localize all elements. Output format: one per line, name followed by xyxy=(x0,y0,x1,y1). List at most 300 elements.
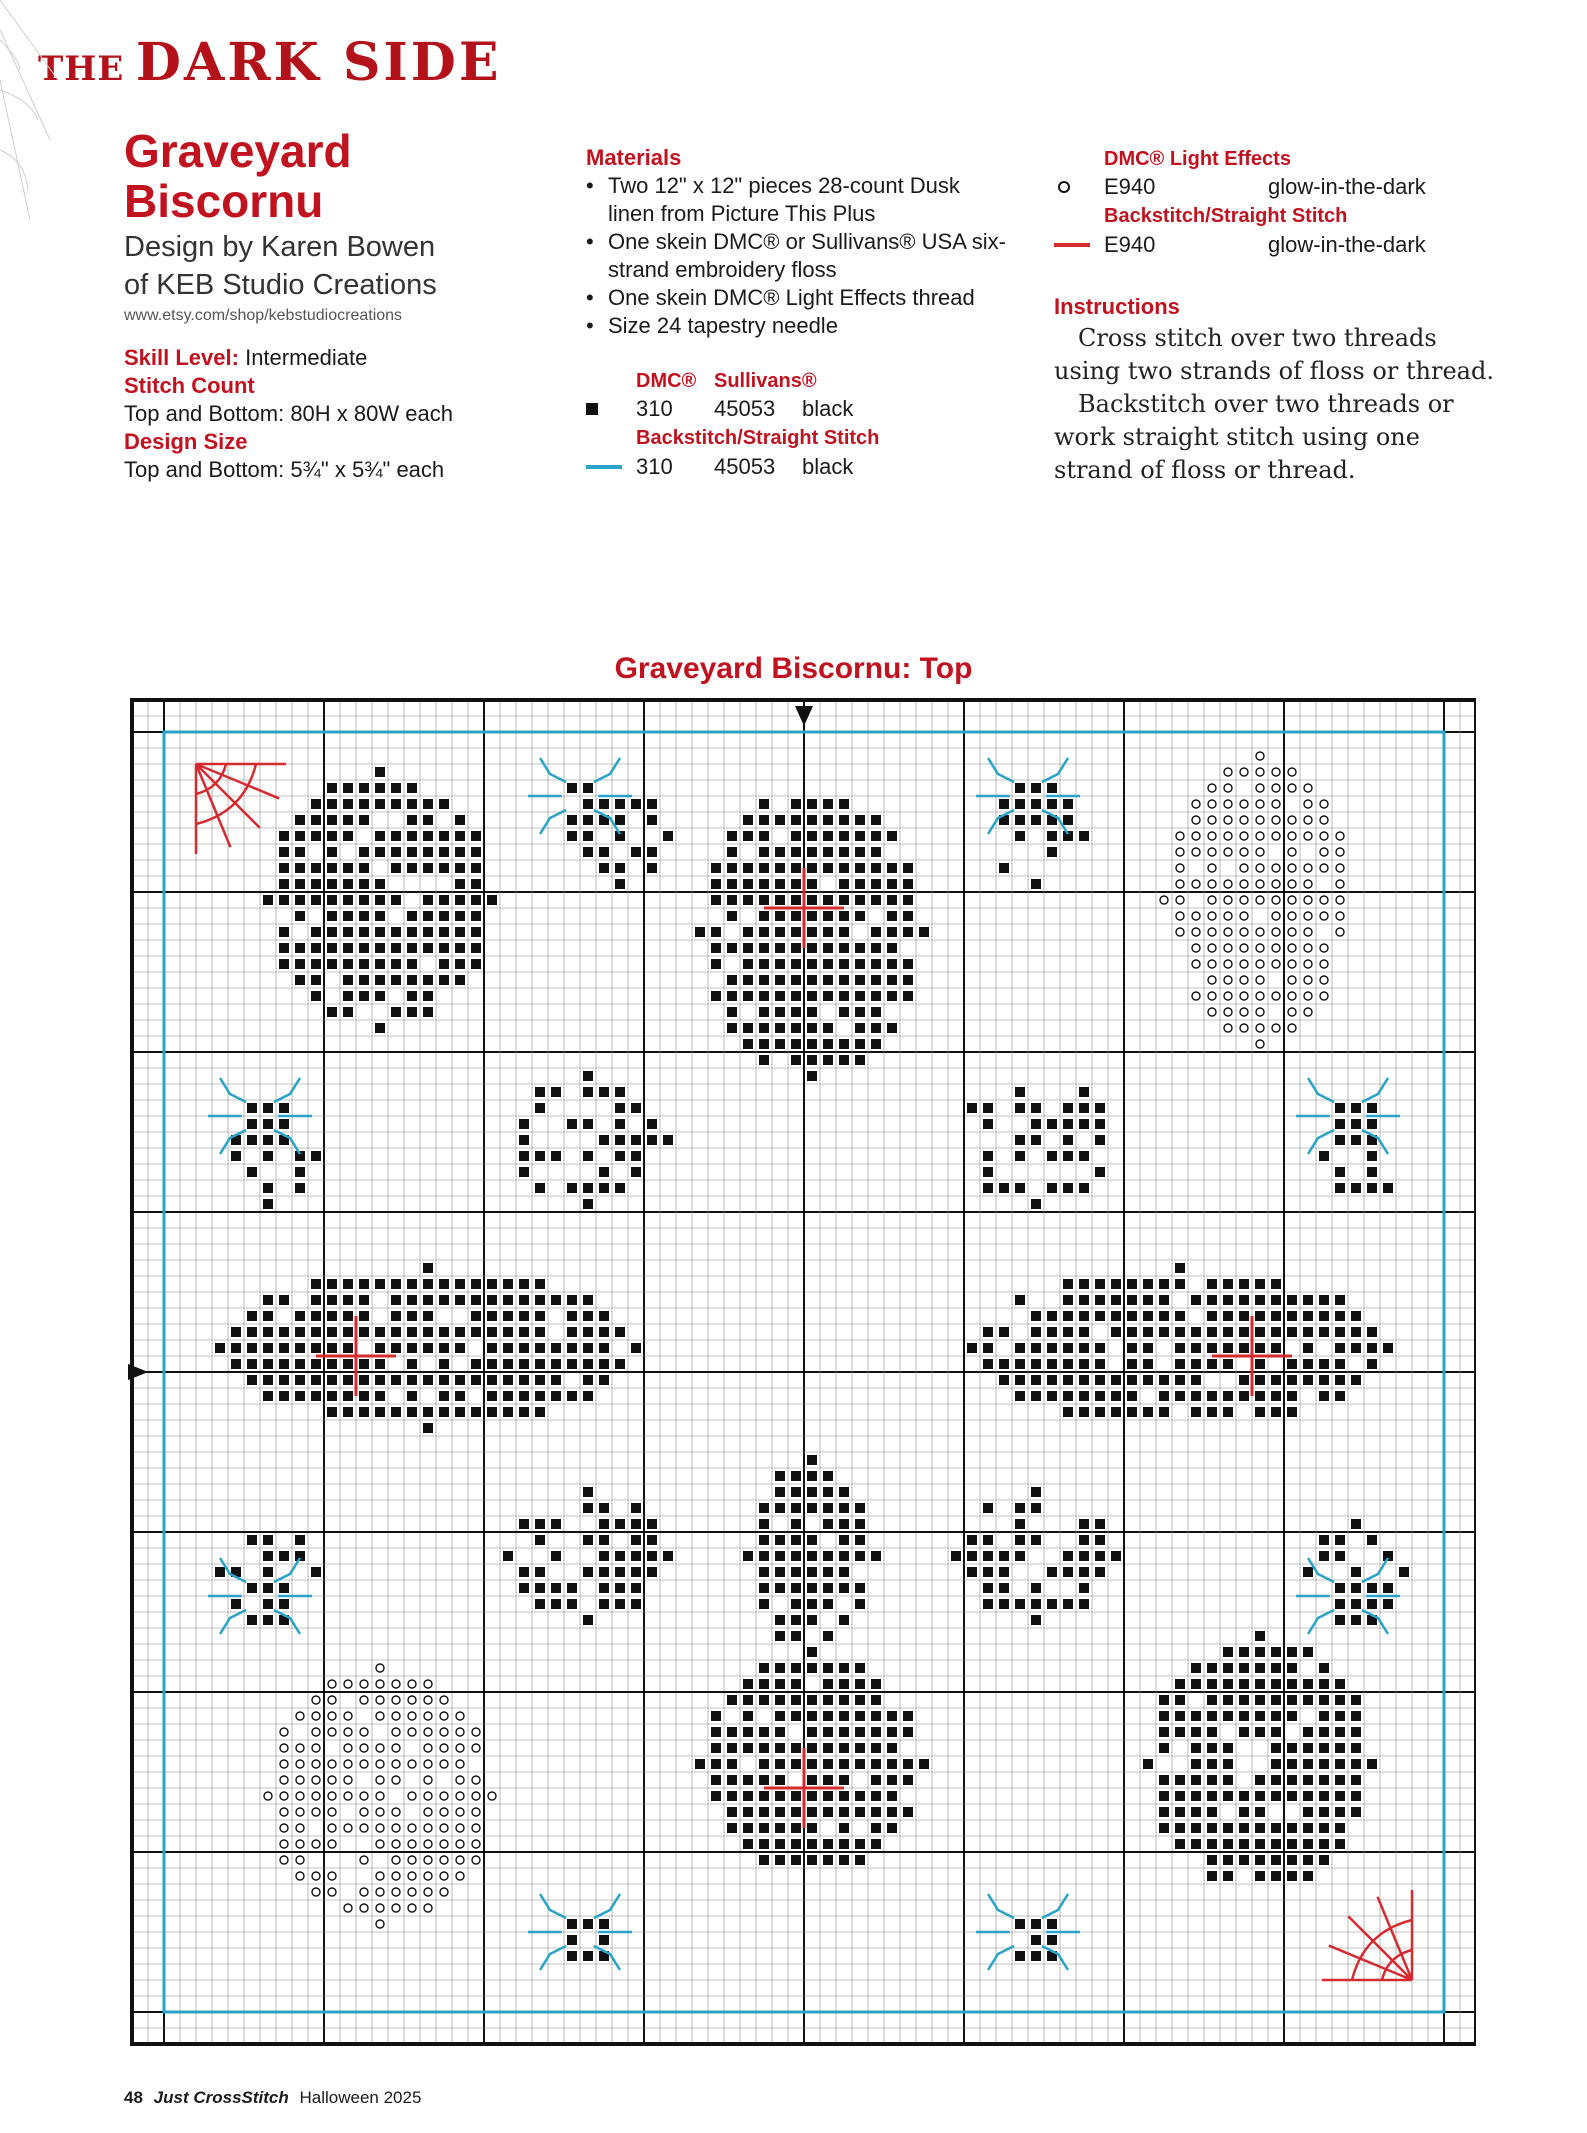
stitch-square xyxy=(1015,1599,1025,1609)
stitch-square xyxy=(423,1343,433,1353)
stitch-square xyxy=(471,1407,481,1417)
stitch-square xyxy=(551,1359,561,1369)
stitch-square xyxy=(1239,1375,1249,1385)
stitch-square xyxy=(583,1391,593,1401)
stitch-square xyxy=(775,1775,785,1785)
stitch-square xyxy=(455,1407,465,1417)
stitch-square xyxy=(455,1295,465,1305)
stitch-square xyxy=(999,1375,1009,1385)
stitch-square xyxy=(855,1551,865,1561)
stitch-square xyxy=(423,1423,433,1433)
stitch-square xyxy=(775,1535,785,1545)
stitch-square xyxy=(839,943,849,953)
stitch-square xyxy=(1047,1151,1057,1161)
stitch-square xyxy=(1335,1791,1345,1801)
stitch-square xyxy=(727,879,737,889)
stitch-square xyxy=(1015,1183,1025,1193)
stitch-square xyxy=(967,1567,977,1577)
stitch-square xyxy=(343,943,353,953)
stitch-square xyxy=(967,1103,977,1113)
stitch-square xyxy=(343,959,353,969)
stitch-square xyxy=(1207,1791,1217,1801)
stitch-square xyxy=(439,911,449,921)
stitch-square xyxy=(615,1087,625,1097)
stitch-square xyxy=(1079,1119,1089,1129)
stitch-square xyxy=(1335,1327,1345,1337)
stitch-square xyxy=(839,1567,849,1577)
stitch-square xyxy=(663,1135,673,1145)
stitch-square xyxy=(471,879,481,889)
stitch-square xyxy=(919,927,929,937)
stitch-square xyxy=(695,927,705,937)
stitch-square xyxy=(1335,1599,1345,1609)
stitch-square xyxy=(487,1359,497,1369)
stitch-square xyxy=(343,799,353,809)
stitch-square xyxy=(631,1135,641,1145)
stitch-square xyxy=(487,1391,497,1401)
stitch-square xyxy=(807,1455,817,1465)
stitch-square xyxy=(791,1839,801,1849)
stitch-square xyxy=(711,895,721,905)
stitch-square xyxy=(1159,1727,1169,1737)
stitch-square xyxy=(455,879,465,889)
stitch-square xyxy=(599,1375,609,1385)
stitch-square xyxy=(439,959,449,969)
stitch-square xyxy=(807,1823,817,1833)
stitch-square xyxy=(999,1359,1009,1369)
stitch-square xyxy=(711,1743,721,1753)
stitch-square xyxy=(391,895,401,905)
stitch-square xyxy=(631,1519,641,1529)
stitch-square xyxy=(327,911,337,921)
stitch-square xyxy=(1239,1679,1249,1689)
stitch-square xyxy=(503,1375,513,1385)
stitch-square xyxy=(1079,1599,1089,1609)
stitch-square xyxy=(775,1823,785,1833)
stitch-square xyxy=(407,1343,417,1353)
stitch-square xyxy=(1319,1759,1329,1769)
stitch-square xyxy=(855,879,865,889)
stitch-square xyxy=(487,1343,497,1353)
stitch-square xyxy=(455,1391,465,1401)
stitch-square xyxy=(727,975,737,985)
stitch-square xyxy=(391,975,401,985)
stitch-square xyxy=(727,831,737,841)
stitch-square xyxy=(1095,1279,1105,1289)
stitch-square xyxy=(743,943,753,953)
stitch-square xyxy=(775,1583,785,1593)
stitch-square xyxy=(647,1119,657,1129)
stitch-square xyxy=(775,1487,785,1497)
stitch-square xyxy=(343,1311,353,1321)
stitch-square xyxy=(391,783,401,793)
stitch-square xyxy=(247,1119,257,1129)
stitch-square xyxy=(1255,1791,1265,1801)
stitch-square xyxy=(983,1535,993,1545)
stitch-square xyxy=(1319,1151,1329,1161)
stitch-square xyxy=(1287,1743,1297,1753)
stitch-square xyxy=(839,863,849,873)
stitch-square xyxy=(599,1343,609,1353)
stitch-square xyxy=(1287,1311,1297,1321)
stitch-square xyxy=(807,1695,817,1705)
stitch-square xyxy=(791,1055,801,1065)
stitch-square xyxy=(263,1327,273,1337)
stitch-square xyxy=(711,1791,721,1801)
stitch-square xyxy=(1143,1375,1153,1385)
stitch-square xyxy=(855,1695,865,1705)
stitch-square xyxy=(631,1343,641,1353)
stitch-square xyxy=(599,1919,609,1929)
stitch-square xyxy=(231,1327,241,1337)
stitch-square xyxy=(791,1823,801,1833)
stitch-square xyxy=(1319,1823,1329,1833)
stitch-square xyxy=(887,1759,897,1769)
stitch-square xyxy=(1255,1679,1265,1689)
stitch-square xyxy=(391,927,401,937)
stitch-square xyxy=(855,1039,865,1049)
stitch-square xyxy=(1047,847,1057,857)
stitch-square xyxy=(567,1183,577,1193)
stitch-square xyxy=(631,847,641,857)
stitch-square xyxy=(1287,1295,1297,1305)
stitch-square xyxy=(759,1007,769,1017)
stitch-square xyxy=(1367,1535,1377,1545)
stitch-square xyxy=(439,1359,449,1369)
stitch-square xyxy=(583,831,593,841)
stitch-square xyxy=(999,1599,1009,1609)
stitch-square xyxy=(327,1407,337,1417)
stitch-square xyxy=(231,1343,241,1353)
stitch-square xyxy=(311,1567,321,1577)
stitch-square xyxy=(1127,1343,1137,1353)
stitch-square xyxy=(791,1599,801,1609)
stitch-square xyxy=(1191,1775,1201,1785)
stitch-square xyxy=(823,1695,833,1705)
stitch-square xyxy=(807,1727,817,1737)
stitch-square xyxy=(631,1151,641,1161)
stitch-square xyxy=(759,1839,769,1849)
stitch-square xyxy=(391,799,401,809)
stitch-square xyxy=(887,1711,897,1721)
stitch-square xyxy=(1319,1855,1329,1865)
stitch-square xyxy=(1303,1679,1313,1689)
stitch-square xyxy=(279,1599,289,1609)
stitch-square xyxy=(887,975,897,985)
stitch-square xyxy=(631,1567,641,1577)
stitch-square xyxy=(759,1055,769,1065)
stitch-square xyxy=(375,767,385,777)
stitch-square xyxy=(903,927,913,937)
stitch-square xyxy=(1399,1567,1409,1577)
designer-line-1: Design by Karen Bowen xyxy=(124,231,436,263)
stitch-square xyxy=(263,1567,273,1577)
stitch-square xyxy=(887,959,897,969)
stitch-square xyxy=(839,1791,849,1801)
stitch-square xyxy=(1319,1327,1329,1337)
stitch-square xyxy=(423,1407,433,1417)
stitch-square xyxy=(1271,1679,1281,1689)
stitch-square xyxy=(599,1935,609,1945)
stitch-square xyxy=(823,1663,833,1673)
stitch-square xyxy=(1367,1167,1377,1177)
stitch-square xyxy=(1239,1711,1249,1721)
stitch-square xyxy=(519,1407,529,1417)
stitch-square xyxy=(855,815,865,825)
stitch-square xyxy=(1031,1487,1041,1497)
stitch-square xyxy=(407,847,417,857)
stitch-square xyxy=(1335,1615,1345,1625)
stitch-square xyxy=(471,863,481,873)
stitch-square xyxy=(311,1311,321,1321)
stitch-square xyxy=(1287,1663,1297,1673)
stitch-square xyxy=(1319,1775,1329,1785)
stitch-square xyxy=(1303,1855,1313,1865)
stitch-square xyxy=(1175,1327,1185,1337)
stitch-square xyxy=(791,927,801,937)
stitch-square xyxy=(647,863,657,873)
stitch-square xyxy=(1207,1311,1217,1321)
stitch-square xyxy=(567,1919,577,1929)
stitch-square xyxy=(1191,1759,1201,1769)
stitch-square xyxy=(1175,1263,1185,1273)
stitch-square xyxy=(439,975,449,985)
stitch-square xyxy=(1175,1359,1185,1369)
stitch-square xyxy=(1015,1375,1025,1385)
stitch-square xyxy=(1015,1951,1025,1961)
stitch-square xyxy=(1047,783,1057,793)
stitch-square xyxy=(551,1599,561,1609)
stitch-square xyxy=(391,1327,401,1337)
stitch-square xyxy=(759,1023,769,1033)
stitch-square xyxy=(279,1295,289,1305)
stitch-square xyxy=(1191,1679,1201,1689)
stitch-square xyxy=(423,943,433,953)
stitch-square xyxy=(247,1311,257,1321)
stitch-square xyxy=(359,783,369,793)
stitch-square xyxy=(1063,1119,1073,1129)
stitch-square xyxy=(423,815,433,825)
stitch-square xyxy=(1095,1391,1105,1401)
stitch-square xyxy=(455,831,465,841)
stitch-square xyxy=(487,1279,497,1289)
stitch-square xyxy=(759,1727,769,1737)
stitch-square xyxy=(1095,1135,1105,1145)
stitch-square xyxy=(647,1535,657,1545)
stitch-square xyxy=(615,1151,625,1161)
stitch-square xyxy=(263,1343,273,1353)
stitch-square xyxy=(279,1359,289,1369)
stitch-square xyxy=(839,1759,849,1769)
stitch-square xyxy=(1319,1743,1329,1753)
stitch-square xyxy=(759,1599,769,1609)
stitch-square xyxy=(1159,1695,1169,1705)
designer-url[interactable]: www.etsy.com/shop/kebstudiocreations xyxy=(124,307,403,324)
stitch-square xyxy=(727,943,737,953)
spiderweb-icon xyxy=(0,0,60,230)
stitch-square xyxy=(1111,1375,1121,1385)
stitch-square xyxy=(1335,1359,1345,1369)
stitch-square xyxy=(791,1711,801,1721)
stitch-square xyxy=(983,1567,993,1577)
stitch-square xyxy=(1143,1359,1153,1369)
stitch-square xyxy=(1351,1615,1361,1625)
stitch-square xyxy=(1191,1823,1201,1833)
stitch-square xyxy=(263,1551,273,1561)
stitch-square xyxy=(311,975,321,985)
stitch-square xyxy=(375,1343,385,1353)
stitch-square xyxy=(1047,1935,1057,1945)
stitch-square xyxy=(327,831,337,841)
stitch-square xyxy=(519,1167,529,1177)
stitch-square xyxy=(711,1727,721,1737)
stitch-square xyxy=(903,1807,913,1817)
stitch-square xyxy=(1095,1119,1105,1129)
stitch-square xyxy=(455,863,465,873)
stitch-square xyxy=(535,1375,545,1385)
stitch-square xyxy=(567,815,577,825)
stitch-square xyxy=(615,1327,625,1337)
stitch-square xyxy=(1191,1327,1201,1337)
stitch-square xyxy=(775,879,785,889)
stitch-square xyxy=(1111,1311,1121,1321)
stitch-square xyxy=(791,911,801,921)
stitch-square xyxy=(1303,1295,1313,1305)
stitch-square xyxy=(1063,1295,1073,1305)
stitch-square xyxy=(1303,1311,1313,1321)
stitch-square xyxy=(1047,1343,1057,1353)
stitch-square xyxy=(519,1567,529,1577)
stitch-square xyxy=(311,895,321,905)
stitch-square xyxy=(983,1551,993,1561)
stitch-square xyxy=(855,1007,865,1017)
stitch-square xyxy=(1271,1311,1281,1321)
stitch-square xyxy=(1015,815,1025,825)
stitch-square xyxy=(599,1551,609,1561)
stitch-square xyxy=(1287,1823,1297,1833)
stitch-square xyxy=(1255,1327,1265,1337)
stitch-square xyxy=(1223,1823,1233,1833)
stitch-square xyxy=(807,1599,817,1609)
stitch-square xyxy=(807,943,817,953)
stitch-square xyxy=(295,815,305,825)
stitch-square xyxy=(471,927,481,937)
red-line-icon xyxy=(1054,243,1090,247)
stitch-square xyxy=(1287,1871,1297,1881)
stitch-square xyxy=(823,1855,833,1865)
stitch-square xyxy=(407,1007,417,1017)
stitch-square xyxy=(1223,1359,1233,1369)
stitch-square xyxy=(583,1375,593,1385)
issue-name: Halloween 2025 xyxy=(299,2088,422,2107)
stitch-square xyxy=(407,1375,417,1385)
stitch-square xyxy=(759,1743,769,1753)
stitch-square xyxy=(903,911,913,921)
stitch-square xyxy=(1079,1391,1089,1401)
stitch-square xyxy=(647,799,657,809)
stitch-square xyxy=(1015,1551,1025,1561)
stitch-square xyxy=(455,815,465,825)
stitch-square xyxy=(743,879,753,889)
stitch-square xyxy=(343,1375,353,1385)
stitch-square xyxy=(1207,1855,1217,1865)
stitch-square xyxy=(1351,1791,1361,1801)
stitch-square xyxy=(375,975,385,985)
stitch-square xyxy=(743,959,753,969)
stitch-square xyxy=(231,1599,241,1609)
stitch-square xyxy=(1319,1791,1329,1801)
stitch-square xyxy=(855,1727,865,1737)
stitch-square xyxy=(327,1327,337,1337)
stitch-square xyxy=(1047,1311,1057,1321)
stitch-square xyxy=(839,1663,849,1673)
page-number: 48 xyxy=(124,2088,143,2107)
stitch-square xyxy=(503,1295,513,1305)
stitch-square xyxy=(1335,1807,1345,1817)
stitch-square xyxy=(535,1087,545,1097)
stitch-square xyxy=(279,847,289,857)
stitch-square xyxy=(407,799,417,809)
stitch-square xyxy=(263,1135,273,1145)
stitch-square xyxy=(1255,1807,1265,1817)
stitch-square xyxy=(1223,1407,1233,1417)
stitch-square xyxy=(1271,1327,1281,1337)
stitch-square xyxy=(1015,1919,1025,1929)
stitch-square xyxy=(1271,1791,1281,1801)
stitch-square xyxy=(839,1727,849,1737)
stitch-square xyxy=(823,1551,833,1561)
stitch-square xyxy=(839,831,849,841)
stitch-square xyxy=(1031,1935,1041,1945)
stitch-square xyxy=(359,1407,369,1417)
stitch-square xyxy=(359,815,369,825)
stitch-square xyxy=(407,1359,417,1369)
stitch-square xyxy=(343,1327,353,1337)
stitch-square xyxy=(1143,1407,1153,1417)
stitch-square xyxy=(1319,1311,1329,1321)
stitch-square xyxy=(247,1375,257,1385)
stitch-square xyxy=(1255,1407,1265,1417)
stitch-square xyxy=(1319,1295,1329,1305)
stitch-square xyxy=(791,831,801,841)
stitch-square xyxy=(871,847,881,857)
stitch-square xyxy=(775,1727,785,1737)
stitch-square xyxy=(631,799,641,809)
stitch-square xyxy=(1207,1839,1217,1849)
stitch-square xyxy=(807,1743,817,1753)
stitch-square xyxy=(391,1279,401,1289)
stitch-square xyxy=(1031,783,1041,793)
stitch-square xyxy=(839,991,849,1001)
stitch-square xyxy=(1031,1391,1041,1401)
stitch-square xyxy=(535,1359,545,1369)
stitch-square xyxy=(1031,1359,1041,1369)
stitch-square xyxy=(823,1711,833,1721)
stitch-square xyxy=(839,975,849,985)
stitch-square xyxy=(423,911,433,921)
stitch-square xyxy=(1239,1311,1249,1321)
stitch-square xyxy=(423,991,433,1001)
stitch-square xyxy=(1271,1695,1281,1705)
stitch-square xyxy=(1015,1295,1025,1305)
stitch-square xyxy=(791,1807,801,1817)
stitch-square xyxy=(1079,1327,1089,1337)
stitch-square xyxy=(535,1583,545,1593)
materials-item: • One skein DMC® Light Effects thread xyxy=(586,284,1006,312)
stitch-square xyxy=(823,1775,833,1785)
stitch-square xyxy=(1271,1391,1281,1401)
stitch-square xyxy=(823,1599,833,1609)
